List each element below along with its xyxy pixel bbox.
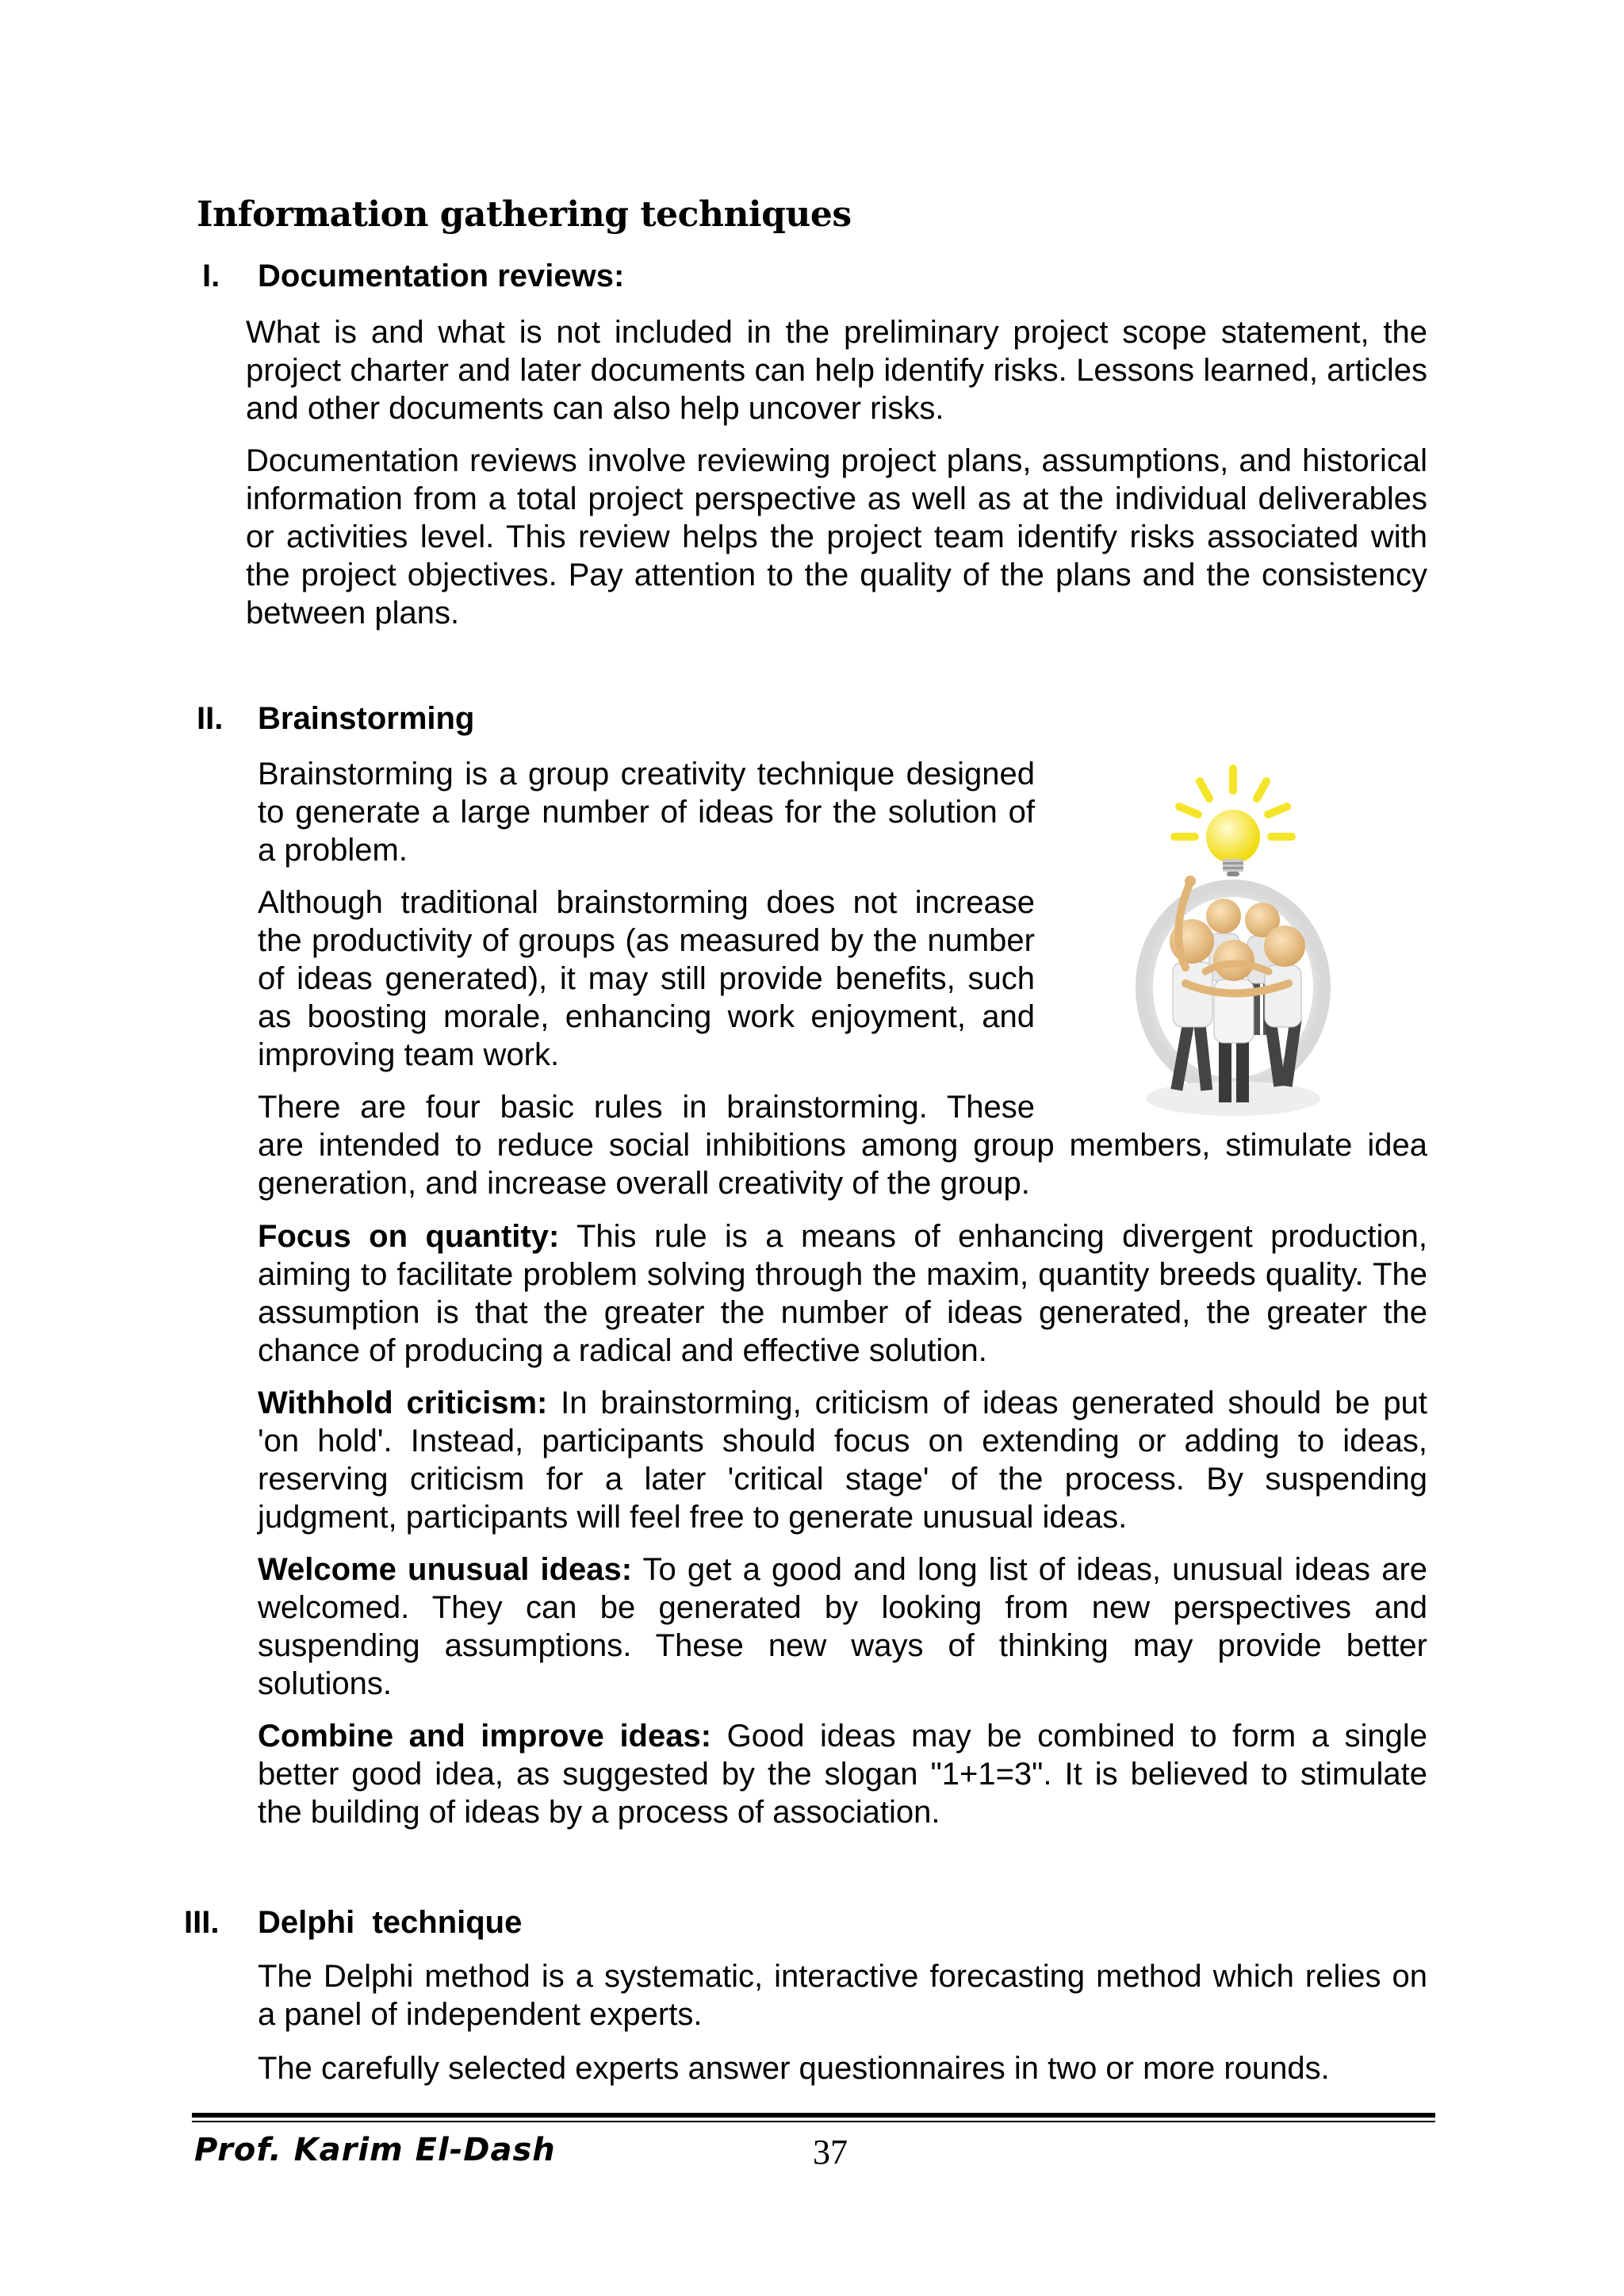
rule-label: Combine and improve ideas:: [258, 1719, 712, 1754]
rule-focus-on-quantity: [258, 1217, 1427, 1370]
section-3-paragraph-1: The Delphi method is a systematic, interactive forecasting method which relies on a panel of independent experts.: [258, 1959, 1427, 2032]
page-number: 37: [813, 2133, 848, 2171]
section-2-heading: Brainstorming: [258, 701, 475, 736]
section-1-heading: Documentation reviews:: [258, 259, 625, 293]
section-2-paragraph-3: There are four basic rules in brainstorming. These: [258, 1090, 1035, 1125]
rule-welcome-unusual-ideas: [258, 1550, 1427, 1703]
rule-combine-and-improve: [258, 1717, 1427, 1831]
section-1-number: I.: [202, 259, 220, 293]
rule-label: Welcome unusual ideas:: [258, 1552, 633, 1587]
rule-text: In brainstorming, criticism of ideas generated should be put 'on hold'. Instead, participants should focus on extending or adding to ideas, reserving criticism for a later 'critical stage' of the process. By suspending judgment, participants will feel free to generate unusual ideas.: [258, 1386, 1427, 1535]
rule-text: Good ideas may be combined to form a single better good idea, as suggested by the slogan "1+1=3". It is believed to stimulate the building of ideas by a process of association.: [258, 1719, 1428, 1830]
lightbulb-icon: [1206, 810, 1260, 876]
footer-rule-thin: [192, 2121, 1435, 2122]
section-3-heading: Delphi technique: [258, 1905, 523, 1940]
rule-label: Withhold criticism:: [258, 1386, 548, 1420]
section-2-paragraph-3-cont: are intended to reduce social inhibitions among group members, stimulate idea generation, and increase overall creativity of the group.: [258, 1128, 1427, 1201]
page-title: Information gathering techniques: [197, 194, 852, 235]
rule-text: This rule is a means of enhancing divergent production, aiming to facilitate problem solving through the maxim, quantity breeds quality. The assumption is that the greater the number of ideas generated, the greater the chance of producing a radical and effective solution.: [258, 1219, 1427, 1368]
rule-text: To get a good and long list of ideas, unusual ideas are welcomed. They can be generated by looking from new perspectives and suspending assumptions. These new ways of thinking may provide better solutions.: [258, 1552, 1428, 1701]
rule-label: Focus on quantity:: [258, 1219, 560, 1254]
rule-withhold-criticism: [258, 1384, 1427, 1536]
footer-author: Prof. Karim El-Dash: [194, 2132, 556, 2168]
section-1-paragraph-1: What is and what is not included in the preliminary project scope statement, the project charter and later documents can help identify risks. Lessons learned, articles and other documents can also help uncover risks.: [246, 315, 1427, 426]
section-1-paragraph-2: Documentation reviews involve reviewing project plans, assumptions, and historical information from a total project perspective as well as at the individual deliverables or activities level. This review helps the project team identify risks associated with the project objectives. Pay attention to the quality of the plans and the consistency between plans.: [246, 443, 1427, 631]
footer-rule-thick: [192, 2113, 1435, 2118]
section-2-paragraph-1: Brainstorming is a group creativity technique designed to generate a large number of ideas for the solution of a problem.: [258, 757, 1035, 868]
section-2-paragraph-2: Although traditional brainstorming does not increase the productivity of groups (as measured by the number of ideas generated), it may still provide benefits, such as boosting morale, enhancing work enjoyment, and improving team work.: [258, 885, 1035, 1072]
brainstorm-team-lightbulb-image: [1130, 757, 1336, 1122]
section-3-number: III.: [184, 1905, 220, 1940]
section-3-paragraph-2: The carefully selected experts answer questionnaires in two or more rounds.: [258, 2051, 1330, 2086]
section-2-number: II.: [197, 701, 224, 736]
